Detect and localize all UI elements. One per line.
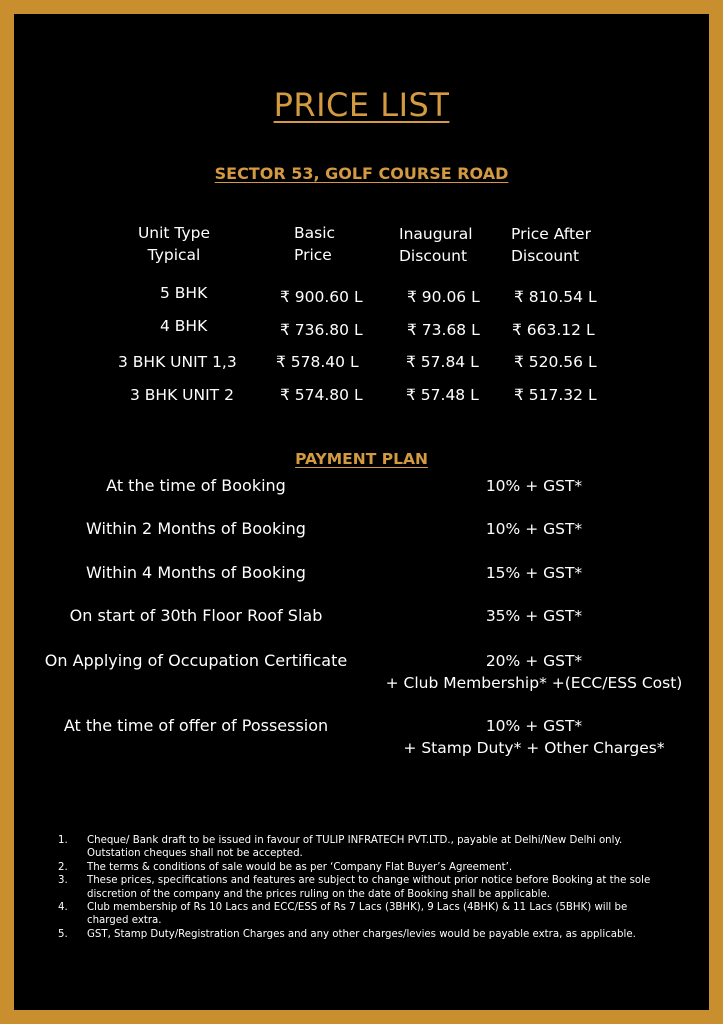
header-inaugural-discount-line1: Inaugural xyxy=(399,225,473,243)
header-inaugural-discount xyxy=(399,223,473,267)
list-item xyxy=(58,834,688,861)
table-row-unit: 5 BHK xyxy=(160,284,208,302)
payment-stage-value-line: 20% + GST* xyxy=(485,652,583,670)
payment-stage-value-line: 10% + GST* xyxy=(485,477,583,495)
table-row-after: ₹ 517.32 L xyxy=(514,386,597,404)
payment-stage-value xyxy=(364,475,704,497)
payment-stage-value-line: 10% + GST* xyxy=(485,717,583,735)
table-row-basic: ₹ 736.80 L xyxy=(280,321,363,339)
note-line: The terms & conditions of sale would be as per ‘Company Flat Buyer’s Agreement’. xyxy=(87,861,513,873)
table-row-discount: ₹ 90.06 L xyxy=(407,288,480,306)
note-line: discretion of the company and the prices ruling on the date of Booking shall be applicable. xyxy=(87,888,550,900)
header-basic-price-line2: Price xyxy=(294,246,332,264)
payment-stage-value-line: 10% + GST* xyxy=(485,520,583,538)
table-row-basic: ₹ 574.80 L xyxy=(280,386,363,404)
payment-stage-value-line: + Club Membership* +(ECC/ESS Cost) xyxy=(385,674,683,692)
header-unit-type xyxy=(119,222,229,266)
page-title: PRICE LIST xyxy=(273,86,450,124)
list-item xyxy=(58,928,688,941)
table-row-discount: ₹ 73.68 L xyxy=(407,321,480,339)
header-price-after-discount-line1: Price After xyxy=(511,225,591,243)
table-row-unit: 4 BHK xyxy=(160,317,208,335)
payment-plan-title: PAYMENT PLAN xyxy=(295,450,428,468)
table-row-after: ₹ 663.12 L xyxy=(512,321,595,339)
table-row-unit: 3 BHK UNIT 1,3 xyxy=(118,353,237,371)
payment-stage-value-line: + Stamp Duty* + Other Charges* xyxy=(403,739,665,757)
list-item xyxy=(58,874,688,901)
payment-stage-label: On Applying of Occupation Certificate xyxy=(44,651,348,670)
note-line: Outstation cheques shall not be accepted. xyxy=(87,848,303,860)
payment-stage-value xyxy=(364,715,704,759)
note-number: 2. xyxy=(58,861,68,873)
payment-stage-label: Within 4 Months of Booking xyxy=(86,563,306,582)
header-basic-price xyxy=(294,222,335,266)
payment-stage-value xyxy=(364,650,704,694)
note-line: Cheque/ Bank draft to be issued in favour of TULIP INFRATECH PVT.LTD., payable at Delhi/New Delhi only. xyxy=(87,835,623,846)
note-number: 4. xyxy=(58,902,68,914)
note-line: Club membership of Rs 10 Lacs and ECC/ESS of Rs 7 Lacs (3BHK), 9 Lacs (4BHK) & 11 Lacs (5BHK) will be xyxy=(87,902,628,914)
table-row-discount: ₹ 57.84 L xyxy=(406,353,479,371)
payment-stage-value xyxy=(364,605,704,627)
terms-notes-list xyxy=(58,834,688,941)
payment-stage-value xyxy=(364,518,704,540)
note-line: charged extra. xyxy=(87,915,162,927)
header-unit-type-line1: Unit Type xyxy=(137,224,211,242)
header-price-after-discount-line2: Discount xyxy=(511,247,580,265)
payment-stage-value-line: 35% + GST* xyxy=(485,607,583,625)
header-basic-price-line1: Basic xyxy=(294,224,336,242)
payment-stage-label: On start of 30th Floor Roof Slab xyxy=(69,606,323,625)
payment-stage-value xyxy=(364,562,704,584)
table-row-basic: ₹ 578.40 L xyxy=(276,353,359,371)
table-row-unit: 3 BHK UNIT 2 xyxy=(130,386,234,404)
header-unit-type-line2: Typical xyxy=(147,246,201,264)
header-price-after-discount xyxy=(511,223,591,267)
table-row-after: ₹ 810.54 L xyxy=(514,288,597,306)
table-row-basic: ₹ 900.60 L xyxy=(280,288,363,306)
location-subtitle: SECTOR 53, GOLF COURSE ROAD xyxy=(214,164,509,183)
header-inaugural-discount-line2: Discount xyxy=(399,247,468,265)
note-number: 5. xyxy=(58,928,68,940)
note-line: These prices, specifications and features are subject to change without prior notice before Booking at the sole xyxy=(87,875,651,887)
list-item xyxy=(58,861,688,874)
payment-stage-value-line: 15% + GST* xyxy=(485,564,583,582)
table-row-discount: ₹ 57.48 L xyxy=(406,386,479,404)
payment-stage-label: At the time of offer of Possession xyxy=(63,716,329,735)
note-number: 3. xyxy=(58,875,68,887)
note-line: GST, Stamp Duty/Registration Charges and any other charges/levies would be payable extra, as applicable. xyxy=(87,928,636,940)
list-item xyxy=(58,901,688,928)
table-row-after: ₹ 520.56 L xyxy=(514,353,597,371)
payment-stage-label: At the time of Booking xyxy=(106,476,286,495)
price-list-panel xyxy=(14,14,709,1010)
note-number: 1. xyxy=(58,835,68,846)
payment-stage-label: Within 2 Months of Booking xyxy=(86,519,306,538)
